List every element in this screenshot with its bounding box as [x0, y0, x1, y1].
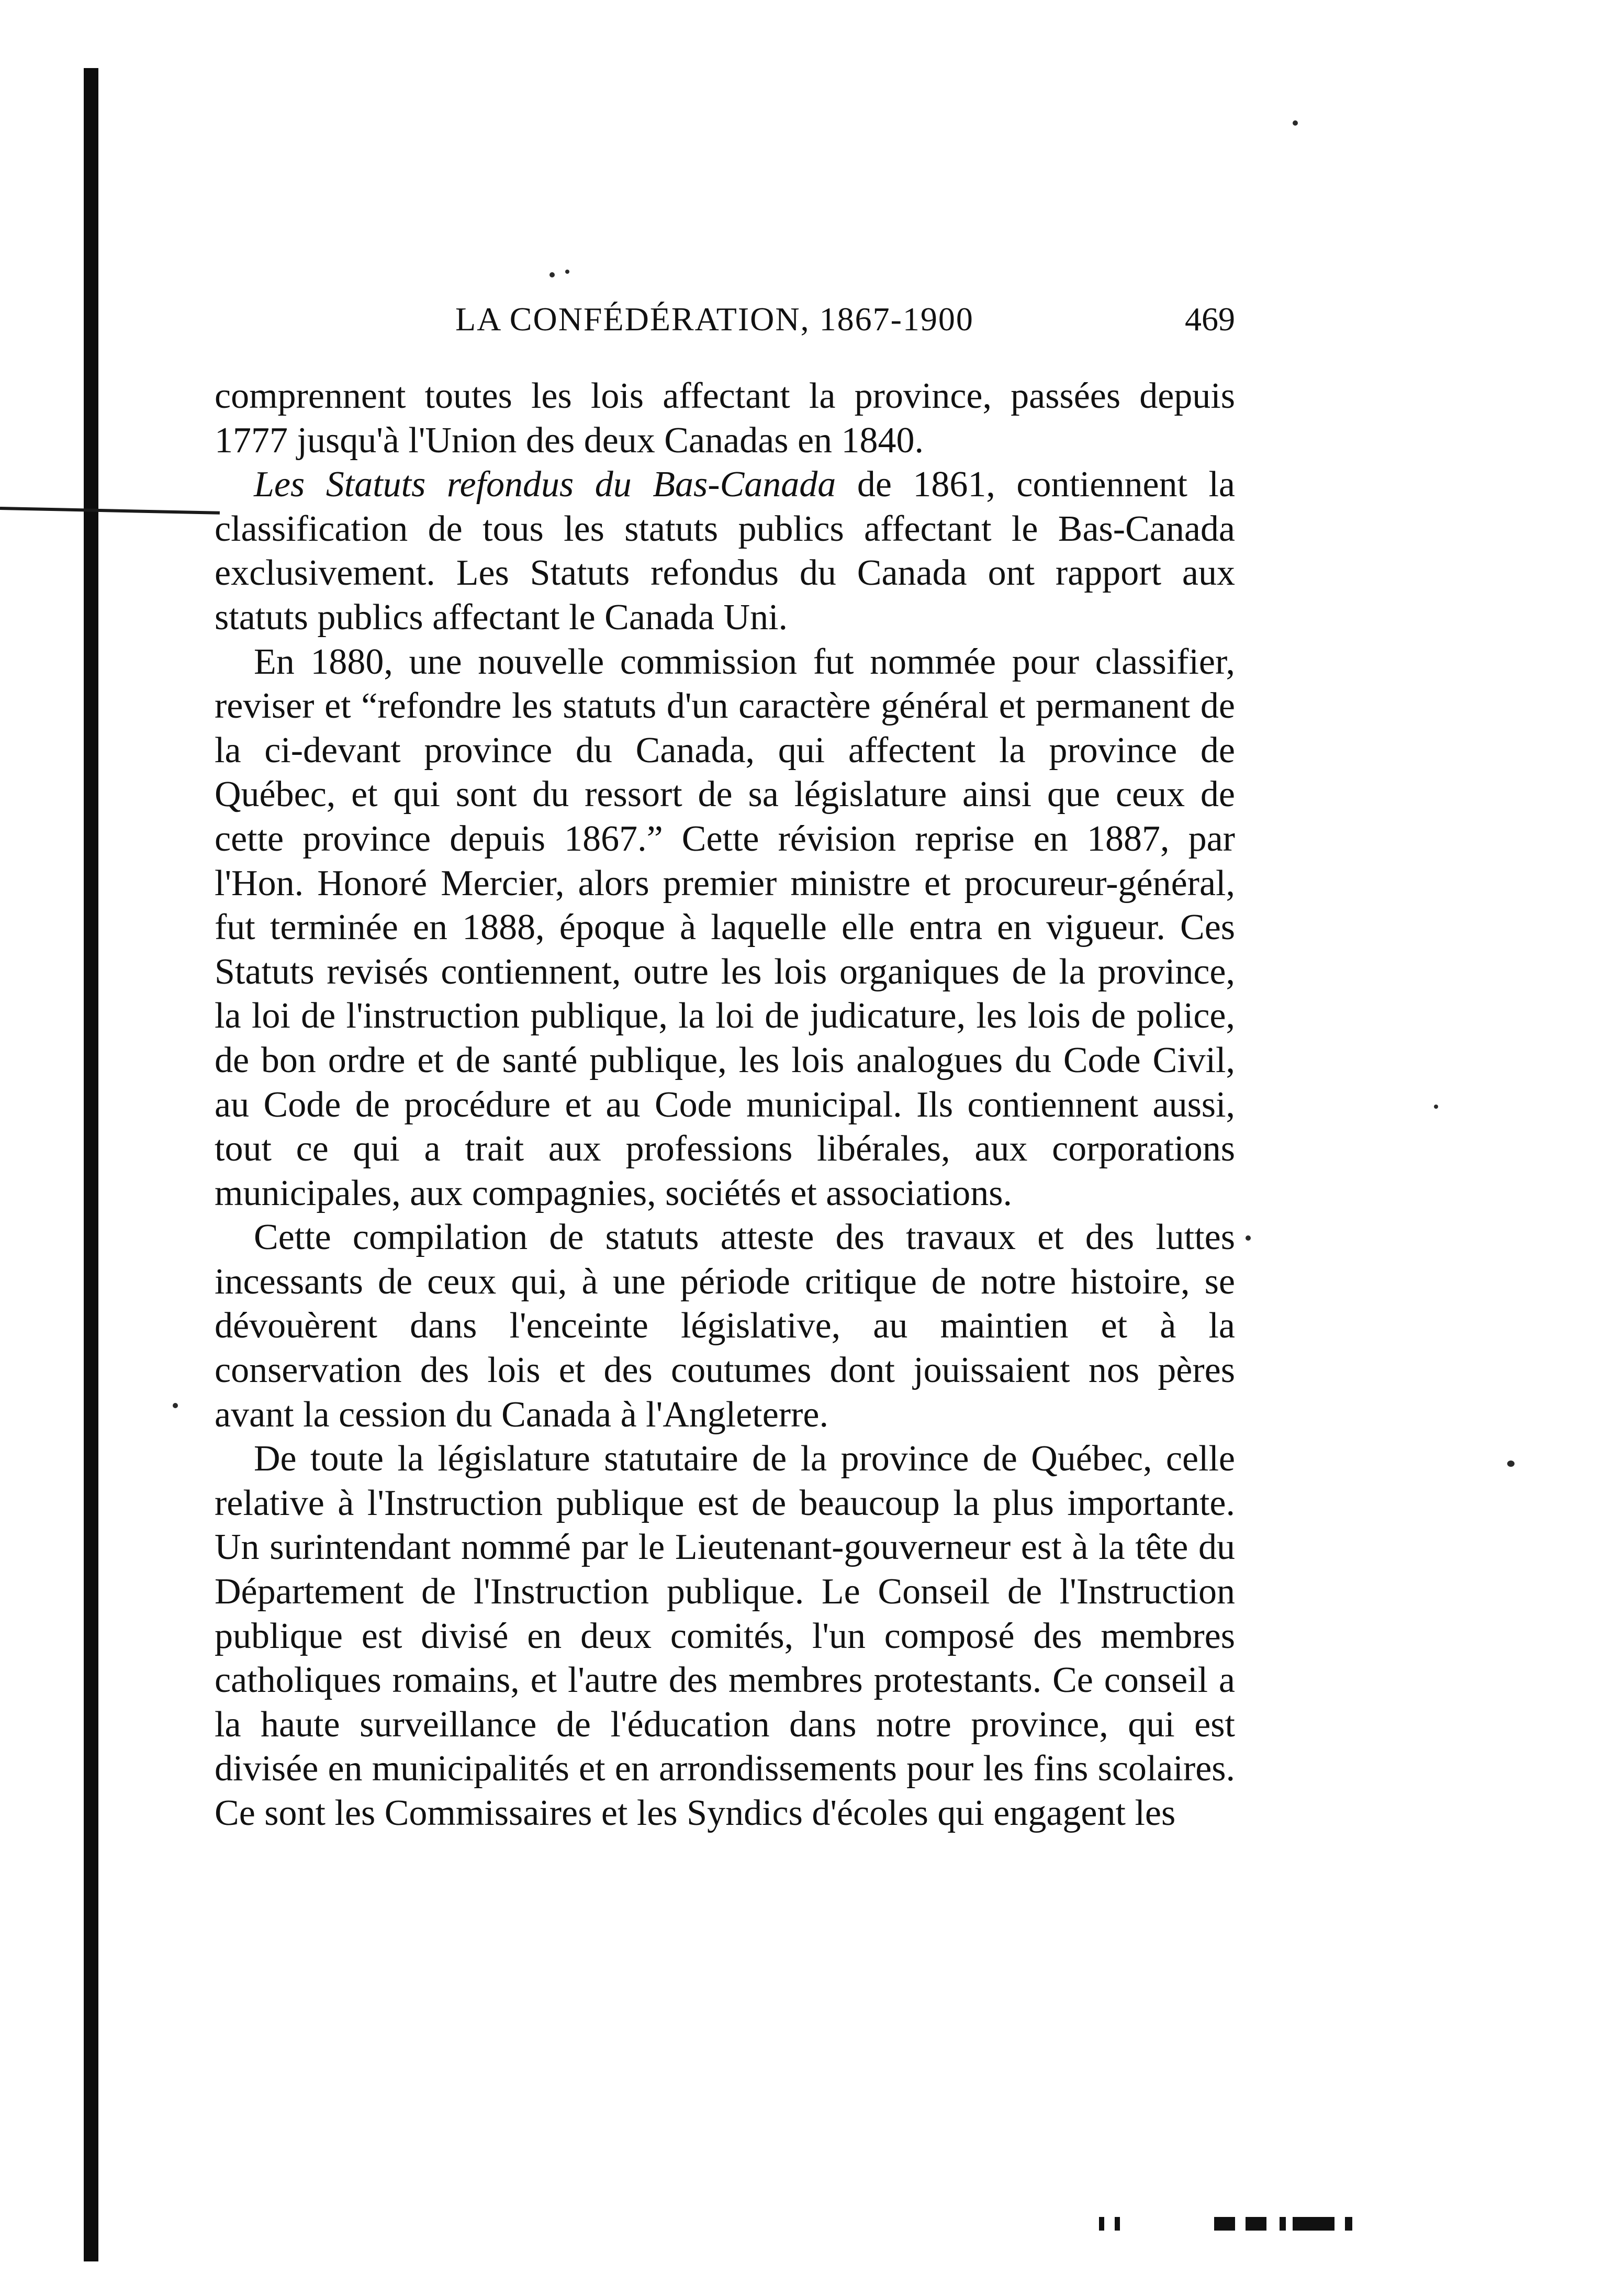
- paragraph: [215, 463, 1235, 640]
- running-header: [215, 296, 1235, 343]
- scan-speck: [565, 270, 569, 274]
- scan-speck: [1293, 120, 1298, 126]
- running-title: LA CONFÉDÉRATION, 1867-1900: [455, 300, 974, 338]
- paragraph-text: De toute la législature statutaire de la province de Québec, celle relative à l'Instruction publique est de beaucoup la plus importante. Un surintendant nommé par le Lieutenant-gouverneur est à la tête du Département de l'Instruction publique. Le Conseil de l'Instruction publique est divisé en deux comités, l'un composé des membres catholiques romains, et l'autre des membres protestants. Ce conseil a la haute surveillance de l'éducation dans notre province, qui est divisée en municipalités et en arrondissements pour les fins scolaires. Ce sont les Commissaires et les Syndics d'écoles qui engagent les: [215, 1439, 1235, 1833]
- paragraph: [215, 640, 1235, 1216]
- body-text: [215, 374, 1235, 1836]
- binding-edge-bar: [84, 68, 98, 2261]
- scan-speck: [1507, 1461, 1515, 1467]
- paragraph-text: En 1880, une nouvelle commission fut nommée pour classifier, reviser et “refondre les statuts d'un caractère général et permanent de la ci-devant province du Canada, qui affectent la province de Québec, et qui sont du ressort de sa législature ainsi que ceux de cette province depuis 1867.” Cette révision reprise en 1887, par l'Hon. Honoré Mercier, alors premier ministre et procureur-général, fut terminée en 1888, époque à laquelle elle entra en vigueur. Ces Statuts revisés contiennent, outre les lois organiques de la province, la loi de l'instruction publique, la loi de judicature, les lois de police, de bon ordre et de santé publique, les lois analogues du Code Civil, au Code de procédure et au Code municipal. Ils contiennent aussi, tout ce qui a trait aux professions libérales, aux corporations municipales, aux compagnies, sociétés et associations.: [215, 641, 1235, 1213]
- scan-edge-marks: [1099, 2217, 1361, 2233]
- scan-speck: [1434, 1105, 1438, 1109]
- page-number: 469: [1185, 300, 1235, 338]
- paragraph-text: Cette compilation de statuts atteste des travaux et des luttes incessants de ceux qui, à une période critique de notre histoire, se dévouèrent dans l'enceinte législative, au maintien et à la conservation des lois et des coutumes dont jouissaient nos pères avant la cession du Canada à l'Angleterre.: [215, 1217, 1235, 1435]
- margin-rule-mark: [0, 507, 220, 515]
- italic-title: Les Statuts refondus du Bas-Canada: [254, 464, 836, 505]
- paragraph-text: comprennent toutes les lois affectant la province, passées depuis 1777 jusqu'à l'Union des deux Canadas en 1840.: [215, 376, 1235, 461]
- paragraph: [215, 374, 1235, 463]
- scan-speck: [549, 272, 555, 277]
- scan-speck: [1246, 1235, 1251, 1241]
- paragraph-text: de 1861, contiennent la classification de tous les statuts publics affectant le Bas-Canada exclusivement. Les Statuts refondus du Canada ont rapport aux statuts publics affectant le Canada Uni.: [215, 464, 1235, 638]
- paragraph: [215, 1216, 1235, 1437]
- paragraph: [215, 1437, 1235, 1835]
- scan-speck: [173, 1403, 178, 1408]
